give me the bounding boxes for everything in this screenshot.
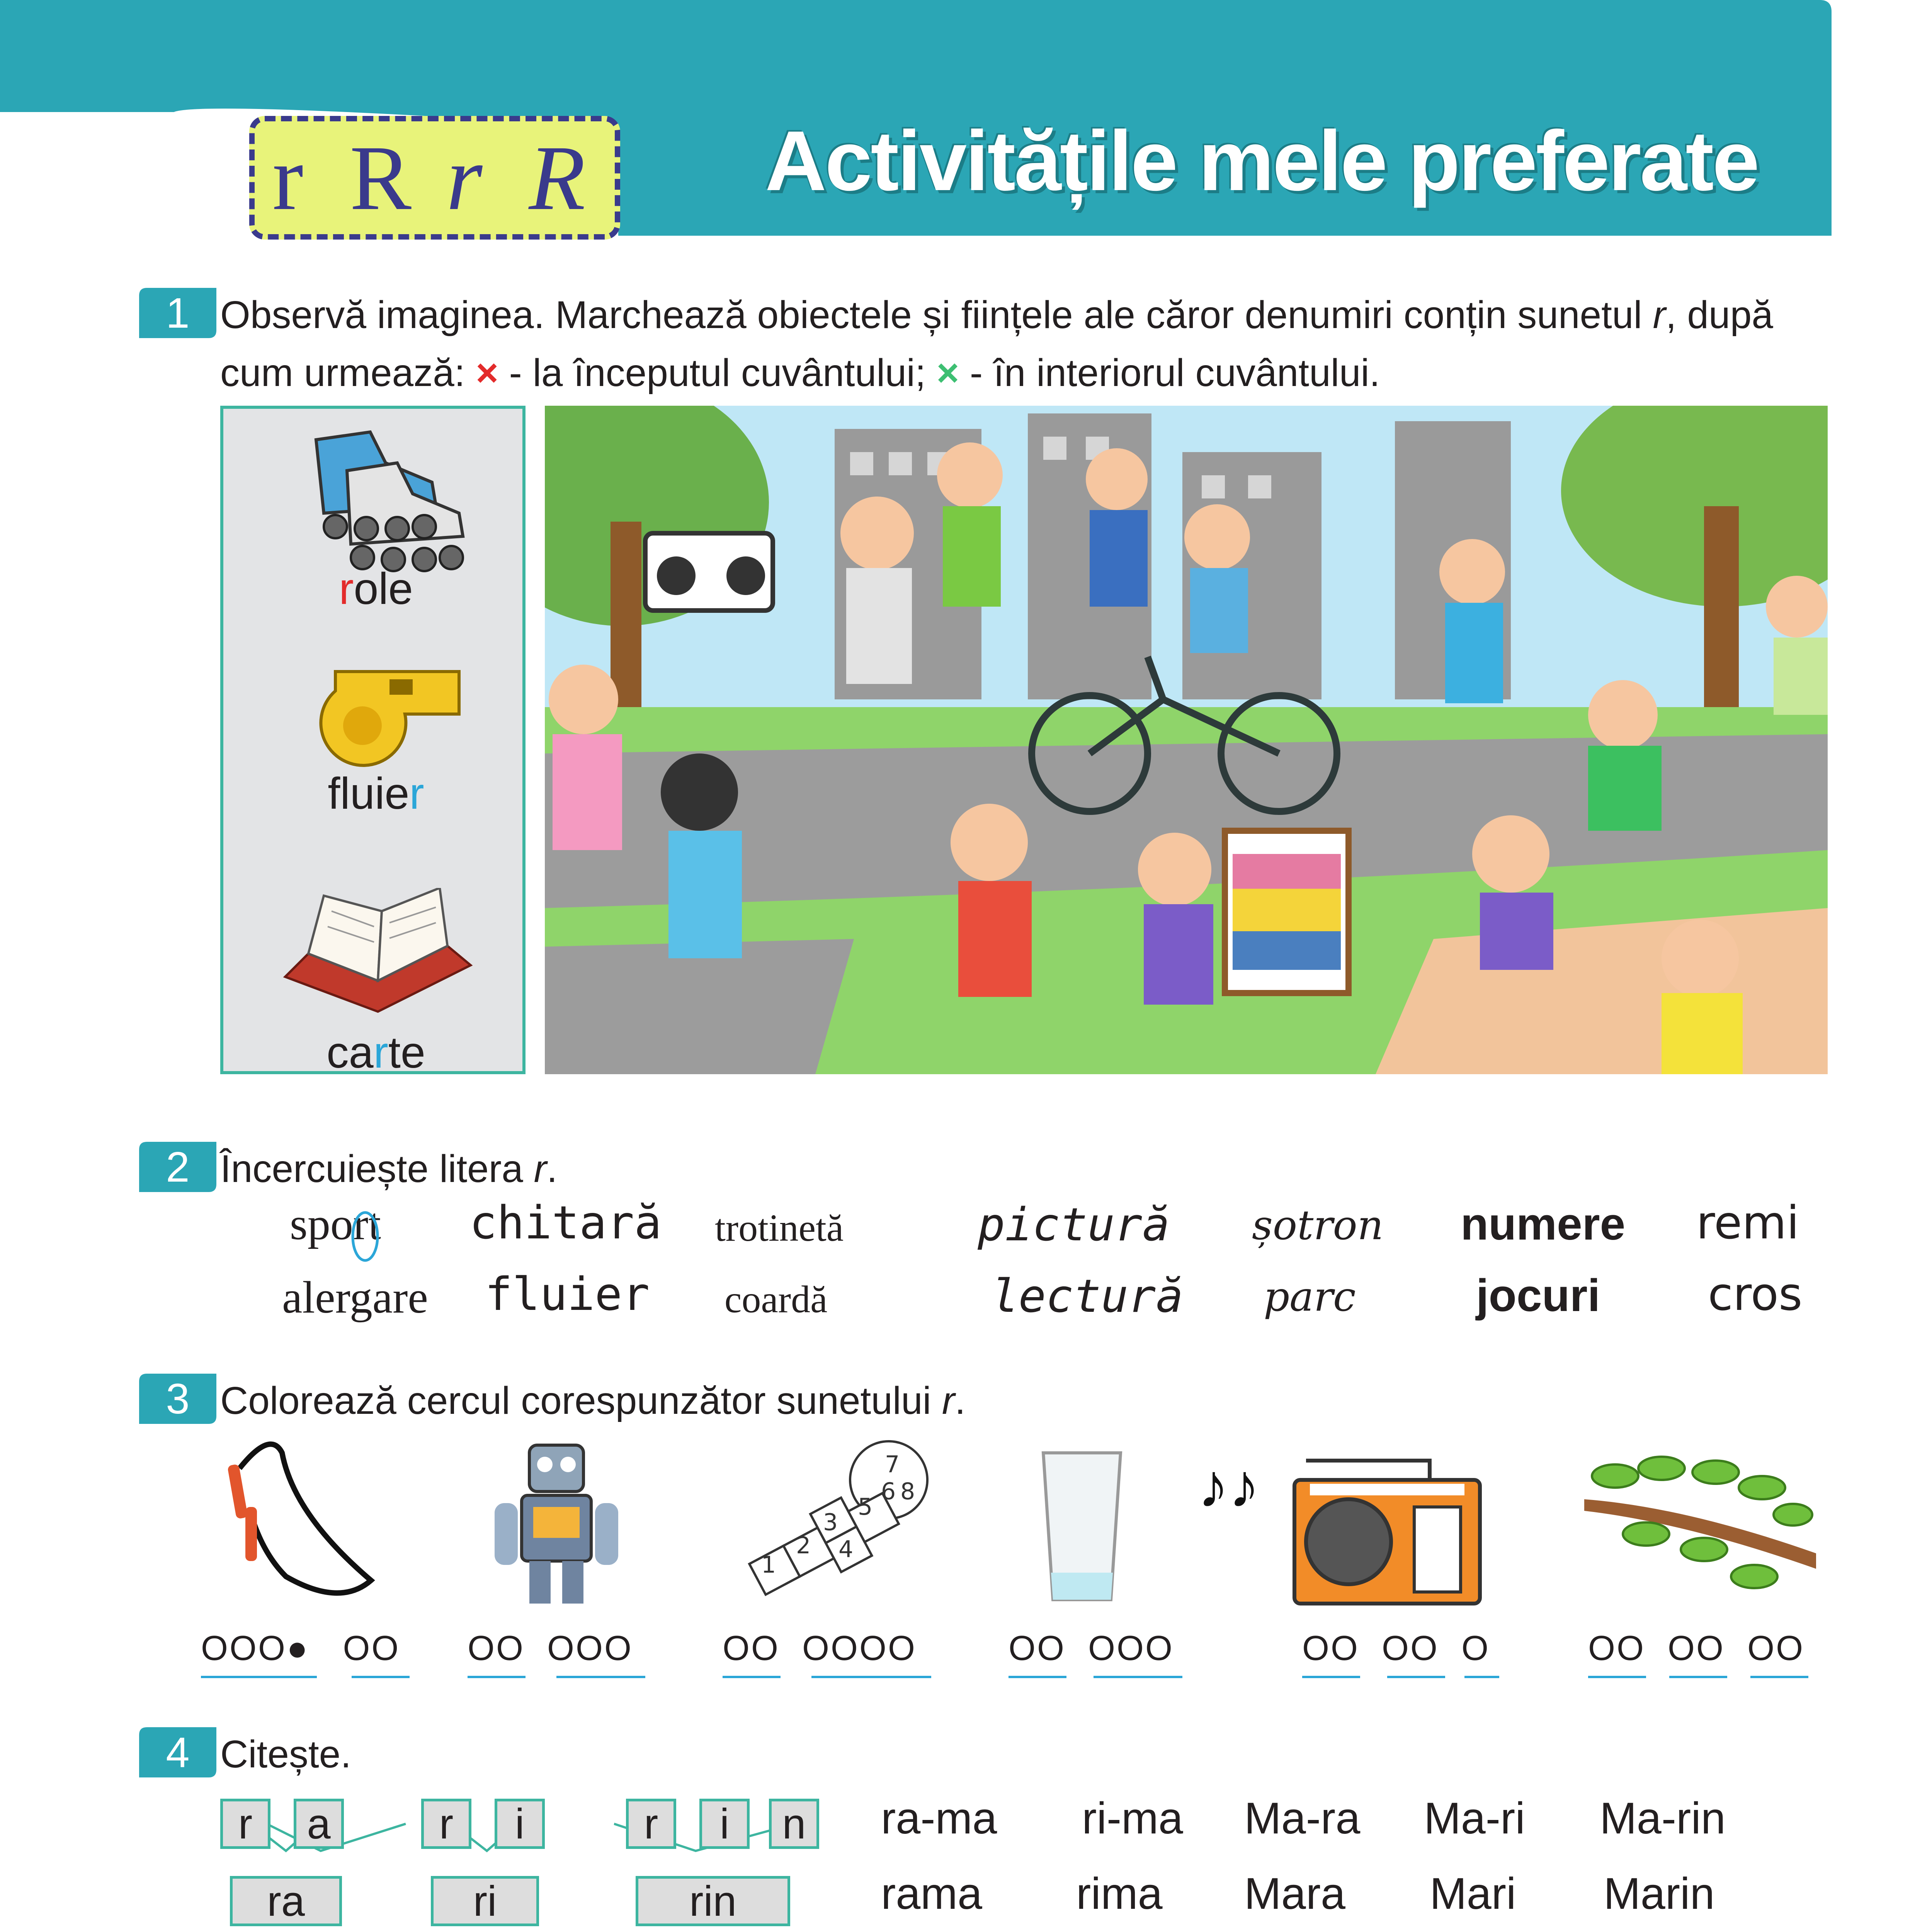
word: șotron bbox=[1252, 1202, 1384, 1249]
reading-word: ra-ma bbox=[881, 1794, 997, 1843]
letter-badge bbox=[249, 116, 620, 240]
word: jocuri bbox=[1476, 1270, 1600, 1321]
robot-icon bbox=[479, 1437, 634, 1607]
word: trotinetă bbox=[715, 1206, 844, 1249]
word: cros bbox=[1708, 1267, 1803, 1321]
roller-skates-icon bbox=[270, 417, 486, 579]
sound-circles: OO OOOO bbox=[723, 1629, 917, 1668]
sound-circles: OO OOO bbox=[468, 1629, 633, 1668]
letter-box: i bbox=[699, 1799, 750, 1849]
word: sport bbox=[290, 1199, 381, 1249]
syllable-box: ri bbox=[431, 1876, 539, 1926]
circle-mark-icon bbox=[350, 1209, 381, 1264]
word: alergare bbox=[282, 1272, 428, 1323]
book-icon bbox=[277, 888, 478, 1019]
reading-word: ri-ma bbox=[1082, 1794, 1183, 1843]
letter-box: r bbox=[626, 1799, 676, 1849]
letters-print: r R bbox=[272, 126, 423, 229]
exercise-2-number: 2 bbox=[166, 1143, 190, 1191]
whistle-icon bbox=[289, 656, 474, 772]
letter-box: r bbox=[421, 1799, 471, 1849]
reading-word: Ma-ri bbox=[1424, 1794, 1525, 1843]
inside-mark-icon: × bbox=[936, 351, 959, 395]
jump-rope-icon bbox=[216, 1437, 379, 1607]
glass-icon bbox=[1036, 1445, 1128, 1607]
example-word-role: role bbox=[339, 564, 413, 614]
letter-box: a bbox=[294, 1799, 344, 1849]
page-title: Activitățile mele preferate bbox=[765, 113, 1758, 208]
branch-icon bbox=[1569, 1437, 1824, 1607]
word: chitară bbox=[469, 1196, 662, 1249]
exercise-3-instruction: Colorează cercul corespunzător sunetului r. bbox=[220, 1379, 966, 1422]
sound-circles: OOO● OO bbox=[201, 1629, 400, 1668]
syllable-box: rin bbox=[636, 1876, 790, 1926]
hopscotch-icon bbox=[723, 1437, 939, 1607]
exercise-2-instruction: Încercuiește litera r. bbox=[220, 1147, 558, 1190]
word: remi bbox=[1696, 1196, 1799, 1249]
exercise-1-instruction: Observă imaginea. Marchează obiectele și ființele ale căror denumiri conțin sunetul r, după cum urmează: × - la începutul cuvântului; × - în interiorul cuvântului. bbox=[220, 293, 1773, 395]
example-word-carte: carte bbox=[327, 1028, 425, 1077]
word: coardă bbox=[724, 1278, 828, 1321]
radio-icon bbox=[1198, 1445, 1484, 1607]
svg-text:1: 1 bbox=[761, 1551, 776, 1578]
sound-circles: OO OOO bbox=[1009, 1629, 1174, 1668]
svg-text:5: 5 bbox=[858, 1493, 873, 1520]
sound-circles: OO OO O bbox=[1302, 1629, 1490, 1668]
word: numere bbox=[1461, 1199, 1626, 1250]
svg-text:6: 6 bbox=[881, 1478, 896, 1505]
reading-word: Ma-rin bbox=[1600, 1794, 1726, 1843]
start-mark-icon: × bbox=[476, 351, 498, 395]
example-word-fluier: fluier bbox=[328, 769, 424, 818]
sound-circles: OO OO OO bbox=[1588, 1629, 1805, 1668]
letter-box: n bbox=[769, 1799, 819, 1849]
underline-marks bbox=[201, 1673, 1824, 1685]
syllable-box: ra bbox=[230, 1876, 342, 1926]
word: parc bbox=[1264, 1273, 1356, 1320]
reading-word: Mari bbox=[1430, 1869, 1516, 1918]
reading-word: Marin bbox=[1604, 1869, 1715, 1918]
exercise-4-number: 4 bbox=[166, 1728, 190, 1776]
svg-text:4: 4 bbox=[838, 1536, 854, 1563]
reading-word: Ma-ra bbox=[1244, 1794, 1361, 1843]
exercise-4-instruction: Citește. bbox=[220, 1733, 352, 1776]
exercise-3-number: 3 bbox=[166, 1375, 190, 1423]
word: fluier bbox=[485, 1267, 650, 1321]
park-scene-illustration bbox=[545, 406, 1828, 1074]
reading-word: rima bbox=[1076, 1869, 1163, 1918]
word: lectură bbox=[991, 1269, 1184, 1323]
word: pictură bbox=[978, 1198, 1170, 1251]
svg-text:2: 2 bbox=[796, 1532, 811, 1559]
letter-box: r bbox=[220, 1799, 270, 1849]
reading-word: rama bbox=[881, 1869, 983, 1918]
letters-cursive: r R bbox=[446, 126, 597, 229]
reading-word: Mara bbox=[1244, 1869, 1346, 1918]
letter-box: i bbox=[495, 1799, 545, 1849]
exercise-1-number: 1 bbox=[166, 289, 190, 337]
svg-text:8: 8 bbox=[900, 1478, 915, 1505]
example-words-panel bbox=[220, 406, 526, 1077]
svg-text:3: 3 bbox=[823, 1509, 838, 1536]
svg-text:7: 7 bbox=[885, 1451, 900, 1478]
svg-text:♪♪: ♪♪ bbox=[1198, 1451, 1260, 1520]
